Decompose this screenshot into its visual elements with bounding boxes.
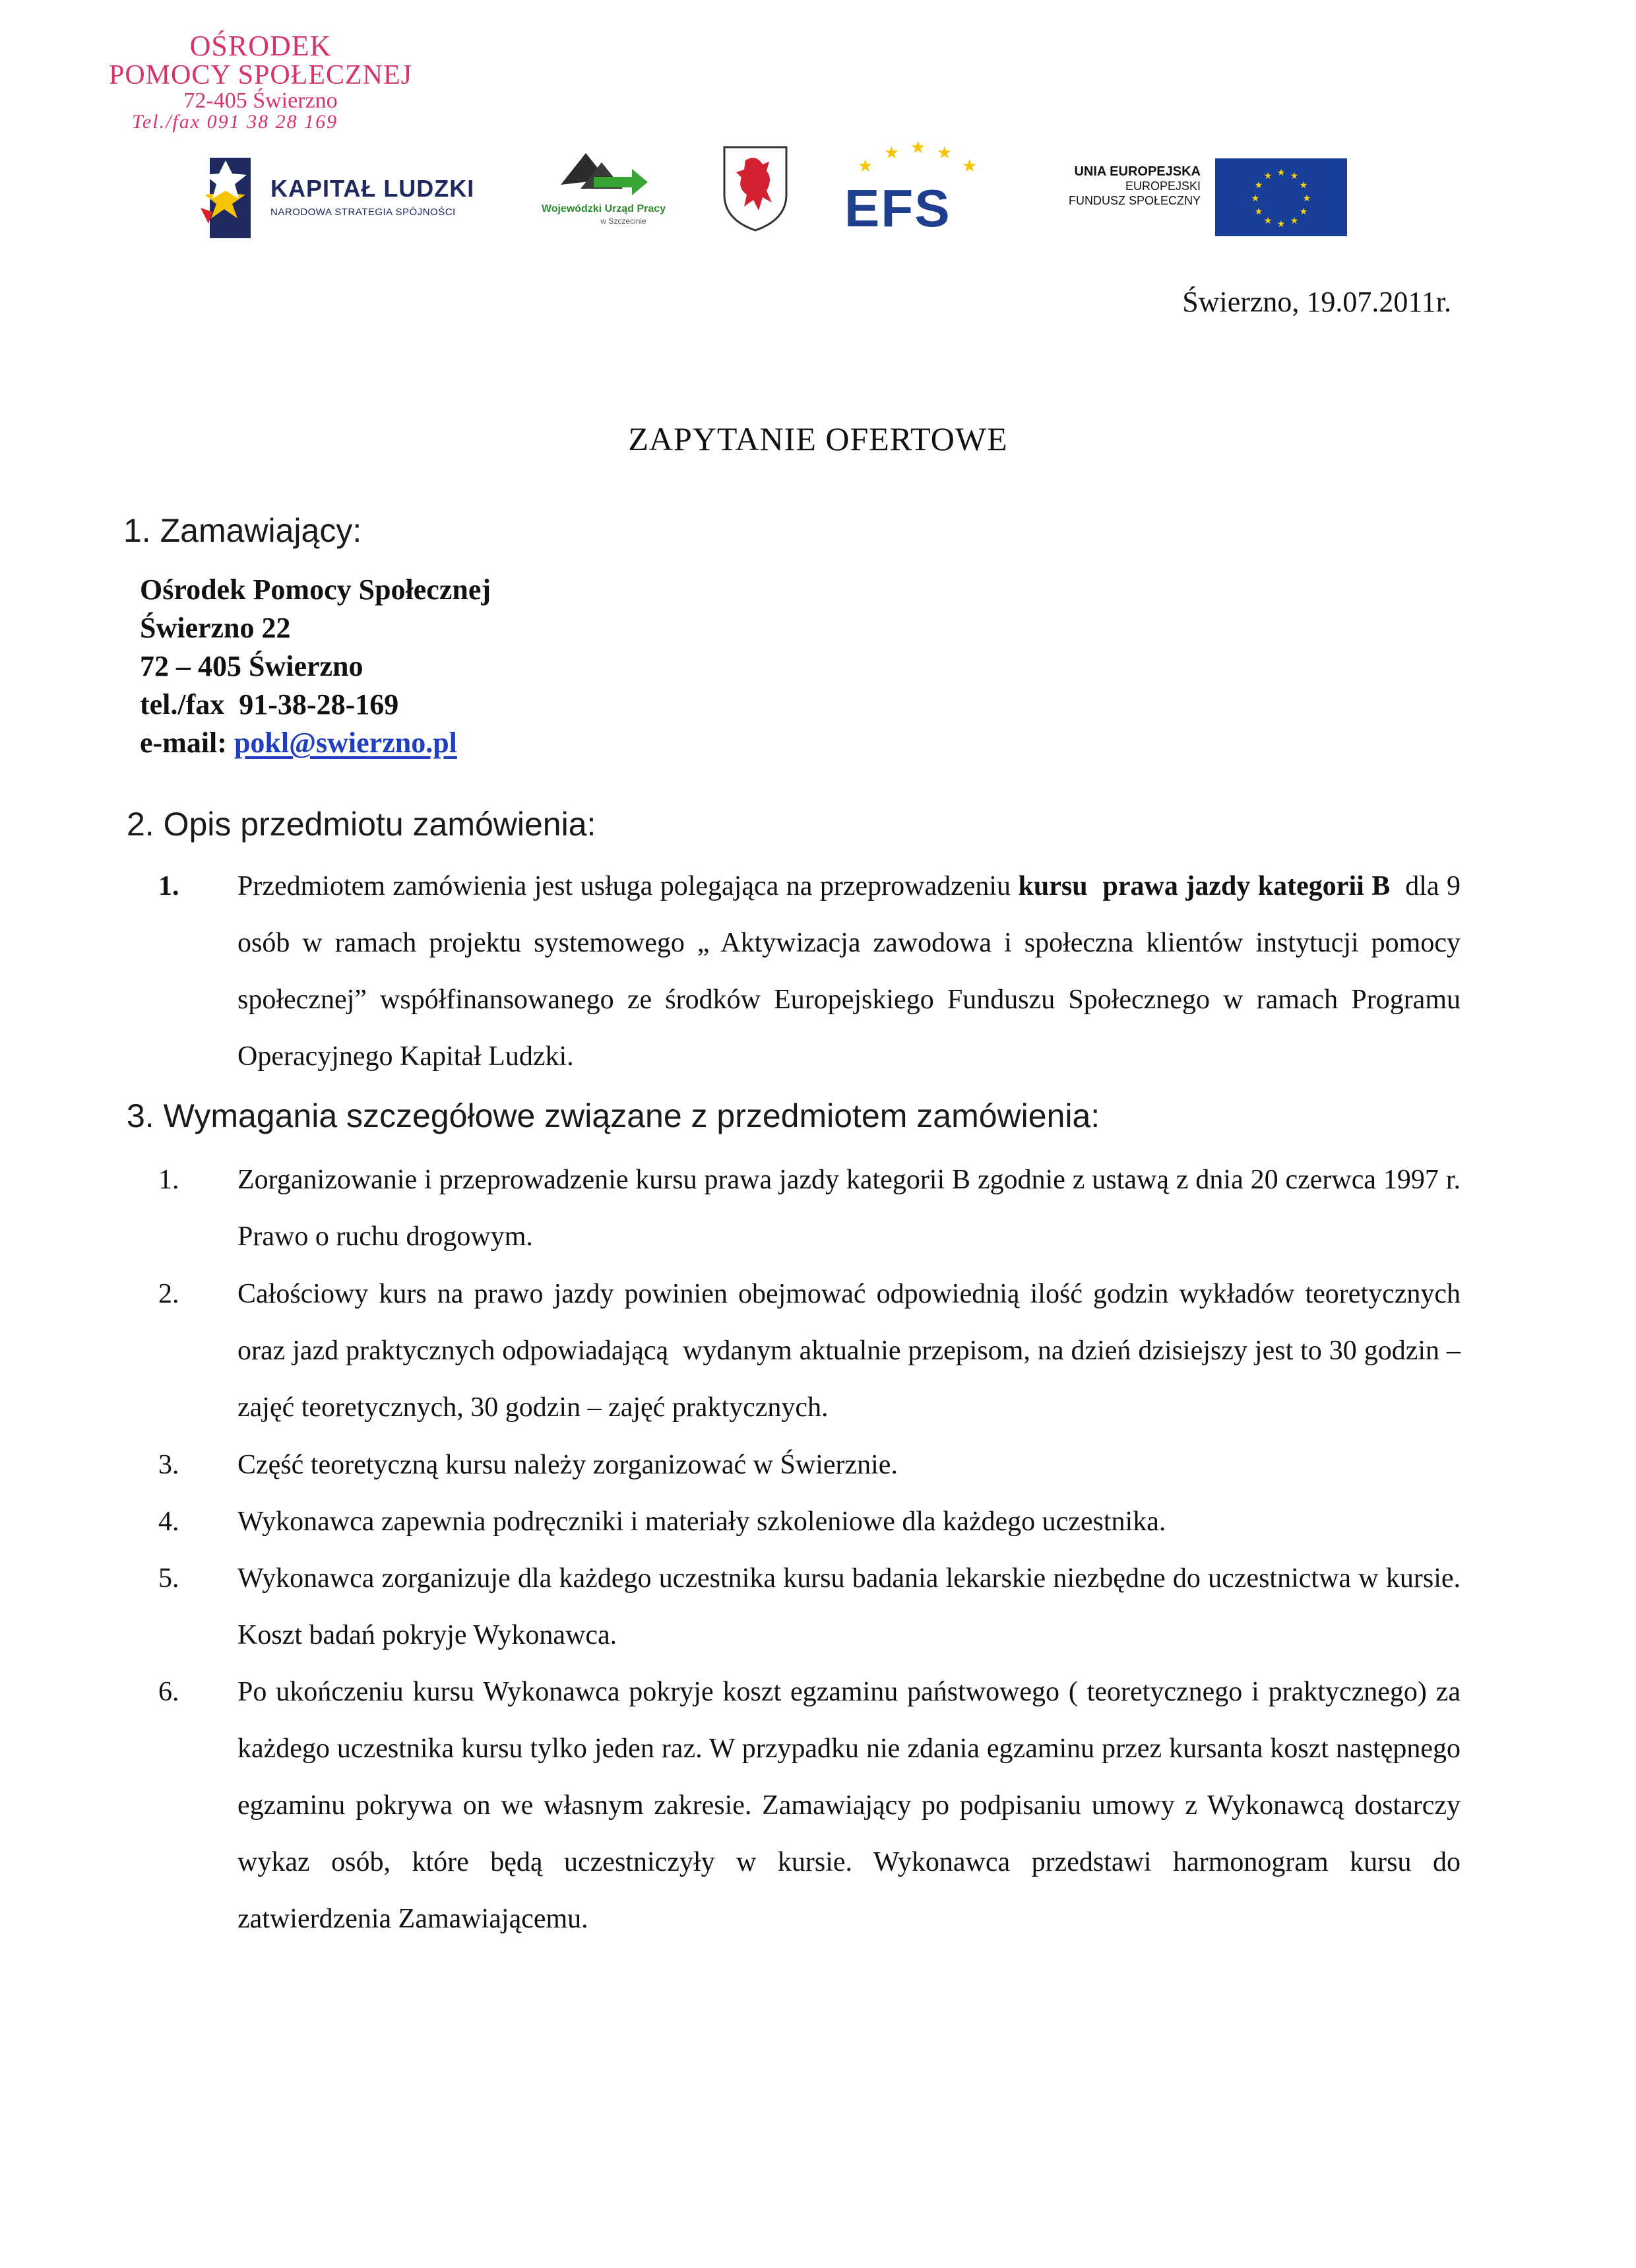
svg-text:★: ★ (1299, 180, 1308, 191)
wup-icon (554, 145, 653, 205)
item-number: 3. (158, 1450, 179, 1480)
svg-text:★: ★ (910, 139, 926, 158)
section-1-heading: 1. Zamawiający: (123, 512, 362, 549)
efs-name: EFS (844, 179, 951, 238)
requirement-item-4 (158, 1493, 1461, 1550)
eu-line-2: EUROPEJSKI (1125, 179, 1201, 193)
svg-text:★: ★ (1290, 216, 1299, 226)
item-number: 6. (158, 1677, 179, 1707)
svg-text:★: ★ (858, 156, 873, 176)
section-3-heading: 3. Wymagania szczegółowe związane z przedmiotem zamówienia: (127, 1097, 1100, 1134)
item-number: 5. (158, 1563, 179, 1594)
kapital-ludzki-subtitle: NARODOWA STRATEGIA SPÓJNOŚCI (270, 207, 456, 218)
svg-text:★: ★ (1251, 193, 1260, 204)
requirement-item-3 (158, 1437, 1461, 1493)
email-label: e-mail: (140, 727, 234, 759)
document-title: ZAPYTANIE OFERTOWE (628, 420, 1008, 457)
stamp-line-2: POMOCY SPOŁECZNEJ (108, 59, 412, 90)
eu-flag-icon (1215, 158, 1347, 236)
item-text: Zorganizowanie i przeprowadzenie kursu prawa jazdy kategorii B zgodnie z ustawą z dnia 20 czerwca 1997 r. Prawo o ruchu drogowym. (237, 1165, 1461, 1252)
item-text (237, 858, 1468, 1085)
contracting-party-address (140, 571, 491, 762)
wup-logo (521, 145, 686, 231)
item-text: Wykonawca zorganizuje dla każdego uczestnika kursu badania lekarskie niezbędne do uczestnictwa w kursie. Koszt badań pokryje Wykonawca. (237, 1563, 1461, 1650)
requirement-item-5 (158, 1550, 1461, 1664)
stamp-line-4: Tel./fax 091 38 28 169 (132, 111, 338, 133)
org-city: 72 – 405 Świerzno (140, 650, 363, 682)
stamp-line-1: OŚRODEK (189, 30, 332, 62)
wup-subtitle: w Szczecinie (600, 216, 646, 226)
svg-text:★: ★ (937, 143, 953, 163)
svg-text:★: ★ (884, 143, 900, 163)
svg-text:★: ★ (1254, 207, 1263, 217)
svg-text:★: ★ (1299, 207, 1308, 217)
item-text: Po ukończeniu kursu Wykonawca pokryje koszt egzaminu państwowego ( teoretycznego i praktycznego) za każdego uczestnika kursu tylko jeden raz. W przypadku nie zdania egzaminu przez kursanta koszt następnego egzaminu pokrywa on we własnym zakresie. Zamawiający po podpisaniu umowy z Wykonawcą dostarczy wykaz osób, które będą uczestniczyły w kursie. Wykonawca przedstawi harmonogram kursu do zatwierdzenia Zamawiającemu. (237, 1677, 1461, 1934)
stamp-line-3: 72-405 Świerzno (183, 88, 338, 113)
item-text: Całościowy kurs na prawo jazdy powinien obejmować odpowiednią ilość godzin wykładów teoretycznych oraz jazd praktycznych odpowiadającą wydanym aktualnie przepisom, na dzień dzisiejszy jest to 30 godzin – zajęć teoretycznych, 30 godzin – zajęć praktycznych. (237, 1279, 1468, 1423)
item-number: 2. (158, 1279, 179, 1309)
org-email-row (140, 724, 491, 762)
requirement-item-1 (158, 1151, 1461, 1265)
svg-text:★: ★ (1302, 193, 1311, 204)
document-date: Świerzno, 19.07.2011r. (1182, 286, 1451, 318)
eu-logo (1042, 158, 1352, 238)
svg-text:★: ★ (1276, 168, 1286, 178)
requirement-item-6 (158, 1664, 1461, 1947)
kapital-ludzki-name: KAPITAŁ LUDZKI (270, 175, 475, 202)
griffin-crest-icon (719, 142, 792, 234)
org-phone: tel./fax 91-38-28-169 (140, 688, 399, 721)
item-text: Wykonawca zapewnia podręczniki i materiały szkoleniowe dla każdego uczestnika. (237, 1507, 1166, 1537)
item-number: 1. (158, 1165, 179, 1195)
item-number: 1. (158, 871, 179, 901)
item-number: 4. (158, 1507, 179, 1537)
kapital-ludzki-icon (198, 155, 264, 241)
item-text-bold: kursu prawa jazdy kategorii B (1018, 871, 1391, 901)
section-2-item (158, 858, 1468, 1085)
wup-name: Wojewódzki Urząd Pracy (541, 203, 666, 214)
section-2-heading: 2. Opis przedmiotu zamówienia: (127, 806, 596, 843)
office-stamp (106, 32, 416, 133)
email-link[interactable]: pokl@swierzno.pl (234, 727, 457, 759)
svg-text:★: ★ (962, 156, 978, 176)
svg-text:★: ★ (1263, 171, 1273, 181)
requirement-item-2 (158, 1266, 1468, 1436)
efs-stars-icon (838, 139, 983, 178)
org-name: Ośrodek Pomocy Społecznej (140, 573, 491, 606)
item-text-part-2: dla 9 osób w ramach projektu systemowego „ Aktywizacja zawodowa i społeczna klientów instytucji pomocy społecznej” współfinansowanego ze środków Europejskiego Funduszu Społecznego w ramach Programu Operacyjnego Kapitał Ludzki. (237, 871, 1468, 1072)
svg-text:★: ★ (1276, 219, 1286, 230)
svg-text:★: ★ (1263, 216, 1273, 226)
item-text: Część teoretyczną kursu należy zorganizować w Świerznie. (237, 1450, 898, 1480)
svg-text:★: ★ (1254, 180, 1263, 191)
eu-line-3: FUNDUSZ SPOŁECZNY (1068, 193, 1201, 207)
kapital-ludzki-logo (198, 155, 475, 241)
svg-text:★: ★ (1290, 171, 1299, 181)
org-street: Świerzno 22 (140, 612, 291, 644)
eu-line-1: UNIA EUROPEJSKA (1074, 164, 1201, 179)
efs-logo (838, 139, 983, 238)
item-text-part-1: Przedmiotem zamówienia jest usługa polegająca na przeprowadzeniu (237, 871, 1019, 901)
